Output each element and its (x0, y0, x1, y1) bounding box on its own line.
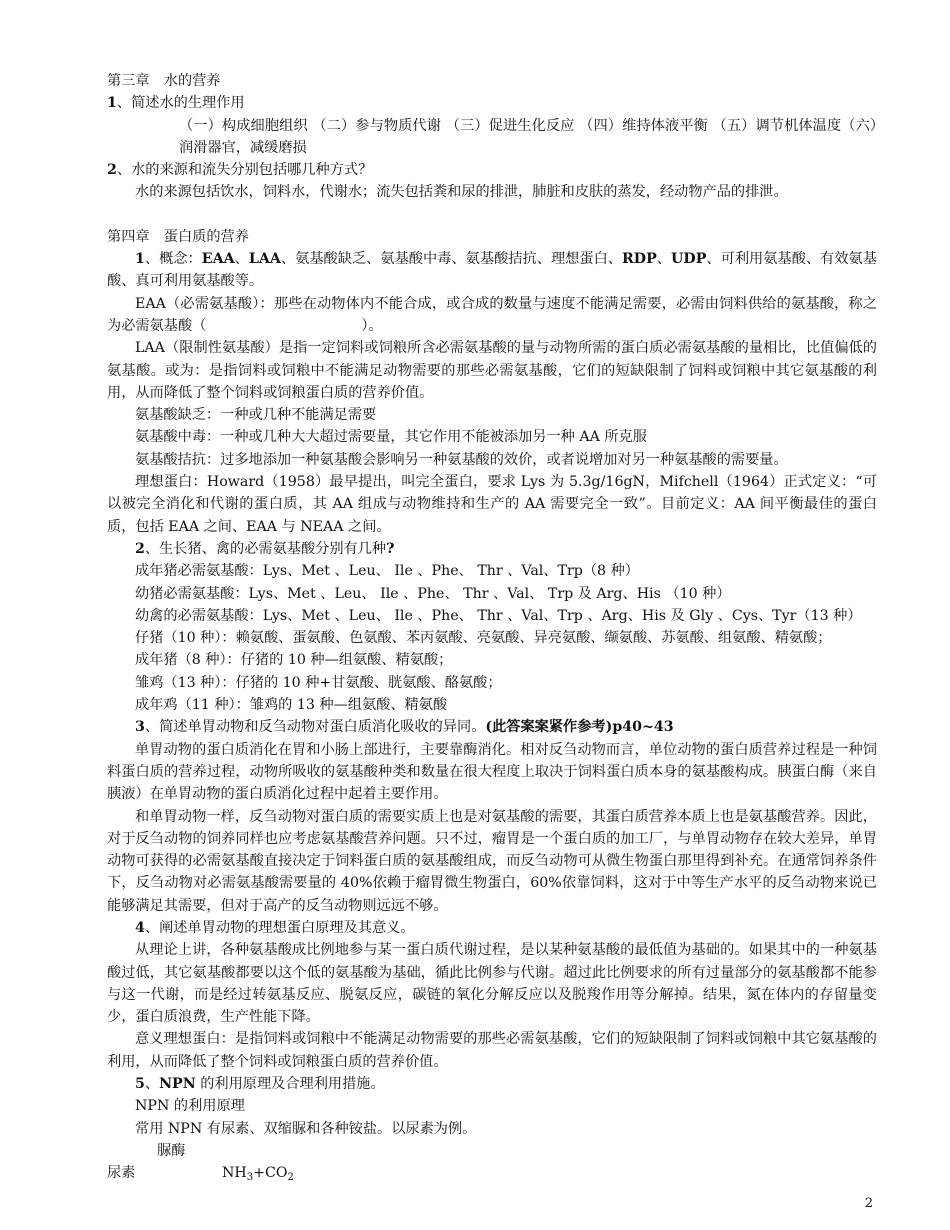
ch4-question-2: 2、生长猪、禽的必需氨基酸分别有几种? (135, 540, 395, 557)
adult-pig-8-list: 成年猪（8 种）：仔猪的 10 种—组氨酸、精氨酸； (135, 652, 453, 669)
ch4-question-1: 1、概念：EAA、LAA、氨基酸缺乏、氨基酸中毒、氨基酸拮抗、理想蛋白、RDP、UDP、可利用氨基酸、有效氨基酸、真可利用氨基酸等。 (107, 251, 877, 290)
toxicity-definition: 氨基酸中毒：一种或几种大大超过需要量，其它作用不能被添加另一种 AA 所克服 (135, 429, 647, 446)
adult-pig-eaa: 成年猪必需氨基酸：Lys、Met 、Leu、 Ile 、Phe、 Thr 、Val、Trp（8 种） (135, 563, 639, 580)
ch3-answer-2: 水的来源包括饮水，饲料水，代谢水；流失包括粪和尿的排泄，肺脏和皮肤的蒸发，经动物产品的排泄。 (135, 184, 788, 201)
laa-definition: LAA（限制性氨基酸）是指一定饲料或饲粮所含必需氨基酸的量与动物所需的蛋白质必需氨基酸的量相比，比值偏低的 氨基酸。或为：是指饲料或饲粮中不能满足动物需要的那些必需氨基酸，它们的短缺限制了饲料或饲粮中其它氨基酸的利用，从而降低了整个饲料或饲粮蛋白质的营养价值。 (107, 340, 877, 401)
ch3-question-2: 2、水的来源和流失分别包括哪几种方式？ (107, 162, 373, 179)
ch4-question-5: 5、NPN 的利用原理及合理利用措施。 (135, 1076, 385, 1093)
ch4-question-3: 3、简述单胃动物和反刍动物对蛋白质消化吸收的异同。(此答案案紧作参考)p40~43 (135, 719, 674, 736)
reaction-products: $NH_3+CO_2$ (222, 1164, 294, 1183)
antagonism-definition: 氨基酸拮抗：过多地添加一种氨基酸会影响另一种氨基酸的效价，或者说增加对另一种氨基酸的需要量。 (135, 451, 788, 468)
ch4-question-4: 4、阐述单胃动物的理想蛋白原理及其意义。 (135, 919, 415, 936)
ideal-protein-definition: 理想蛋白：Howard（1958）最早提出，叫完全蛋白，要求 Lys 为 5.3g/16gN，Mifchell（1964）正式定义：“可以被完全消化和代谢的蛋白质，其 AA 组成与动物维持和生产的 AA 需要完全一致”。目前定义：AA 间平衡最佳的蛋白质，包括 EAA 之间、EAA 与 NEAA 之间。 (107, 474, 877, 535)
theory-paragraph: 从理论上讲，各种氨基酸成比例地参与某一蛋白质代谢过程，是以某种氨基酸的最低值为基础的。如果其中的一种氨基酸过低，其它氨基酸都要以这个低的氨基酸为基础，循此比例参与代谢。超过此比例要求的所有过量部分的氨基酸都不能参与这一代谢，而是经过转氨基反应、脱氨反应，碳链的氧化分解反应以及脱羧作用等分解掉。结果，氮在体内的存留量变少，蛋白质浪费，生产性能下降。 (107, 942, 877, 1026)
chick-13-list: 雏鸡（13 种）：仔猪的 10 种+甘氨酸、胱氨酸、酪氨酸； (135, 674, 502, 691)
hen-11-list: 成年鸡（11 种）：雏鸡的 13 种—组氨酸、精氨酸 (135, 697, 448, 714)
piglet-eaa: 幼猪必需氨基酸：Lys、Met 、Leu、 Ile 、Phe、 Thr 、Val、 Trp 及 Arg、His （10 种） (135, 585, 731, 602)
meaning-paragraph: 意义理想蛋白：是指饲料或饲粮中不能满足动物需要的那些必需氨基酸，它们的短缺限制了饲料或饲粮中其它氨基酸的利用，从而降低了整个饲料或饲粮蛋白质的营养价值。 (107, 1031, 877, 1070)
enzyme-label: 脲酶 (157, 1142, 186, 1159)
chapter-3-title: 第三章 水的营养 (107, 73, 221, 89)
ch3-question-1: 1、简述水的生理作用 (107, 95, 245, 112)
chick-eaa: 幼禽的必需氨基酸：Lys、Met 、Leu、 Ile 、Phe、 Thr 、Val、Trp 、Arg、His 及 Gly 、Cys、Tyr（13 种） (135, 607, 862, 624)
urea-reaction (107, 1140, 877, 1184)
ruminant-paragraph: 和单胃动物一样，反刍动物对蛋白质的需要实质上也是对氨基酸的需要，其蛋白质营养本质上也是氨基酸营养。因此，对于反刍动物的饲养同样也应考虑氨基酸营养问题。只不过，瘤胃是一个蛋白质的加工厂，与单胃动物存在较大差异，单胃动物可获得的必需氨基酸直接决定于饲料蛋白质的氨基酸组成，而反刍动物可从微生物蛋白那里得到补充。在通常饲养条件下，反刍动物对必需氨基酸需要量的 40%依赖于瘤胃微生物蛋白，60%依靠饲料，这对于中等生产水平的反刍动物来说已能够满足其需要，但对于高产的反刍动物则远远不够。 (107, 808, 877, 914)
eaa-definition: EAA（必需氨基酸）：那些在动物体内不能合成，或合成的数量与速度不能满足需要，必需由饲料供给的氨基酸，称之为必需氨基酸（ ）。 (107, 295, 877, 334)
page-number: 2 (864, 1196, 873, 1211)
npn-principle-title: NPN 的利用原理 (135, 1098, 245, 1115)
document-body (107, 70, 877, 1184)
piglet-10-list: 仔猪（10 种）：赖氨酸、蛋氨酸、色氨酸、苯丙氨酸、亮氨酸、异亮氨酸、缬氨酸、苏氨酸、组氨酸、精氨酸； (135, 630, 832, 647)
urea-label: 尿素 (107, 1164, 136, 1181)
npn-common-text: 常用 NPN 有尿素、双缩脲和各种铵盐。以尿素为例。 (135, 1120, 477, 1137)
chapter-4-title: 第四章 蛋白质的营养 (107, 228, 249, 245)
monogastric-paragraph: 单胃动物的蛋白质消化在胃和小肠上部进行，主要靠酶消化。相对反刍动物而言，单位动物的蛋白质营养过程是一种饲料蛋白质的营养过程，动物所吸收的氨基酸种类和数量在很大程度上取决于饲料蛋白质本身的氨基酸构成。胰蛋白酶（来自胰液）在单胃动物的蛋白质消化过程中起着主要作用。 (107, 741, 877, 803)
ch3-answer-1: （一）构成细胞组织 （二）参与物质代谢 （三）促进生化反应 （四）维持体液平衡 （五）调节机体温度（六）润滑器官，减缓磨损 (179, 117, 877, 156)
deficiency-definition: 氨基酸缺乏：一种或几种不能满足需要 (135, 407, 377, 424)
